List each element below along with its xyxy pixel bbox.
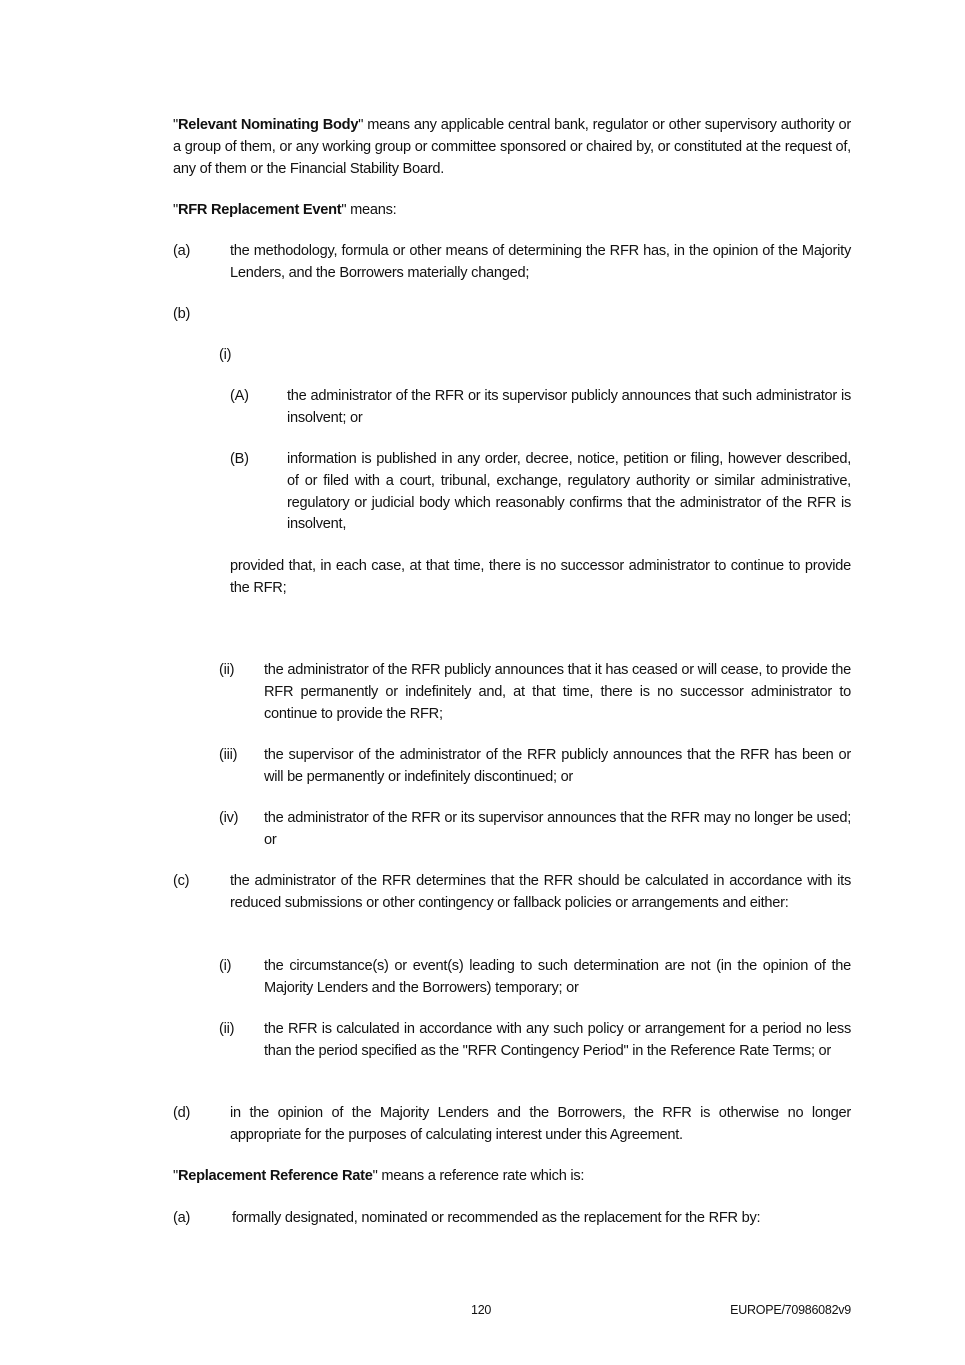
- definition-rfr-replacement-event: "RFR Replacement Event" means:: [173, 202, 397, 218]
- item-text: the supervisor of the administrator of the RFR publicly announces that the RFR has been or will be permanently or indefinitely discontinued; or: [264, 747, 851, 785]
- item-label: (a): [173, 243, 191, 259]
- item-text: information is published in any order, decree, notice, petition or filing, however described, of or filed with a court, tribunal, exchange, regulatory authority or similar administrative, regulatory or judicial body which reasonably confirms that the administrator of the RFR is insolvent,: [287, 451, 851, 533]
- item-text: the administrator of the RFR or its supervisor announces that the RFR may no longer be used; or: [264, 810, 851, 848]
- definition-relevant-nominating-body: "Relevant Nominating Body" means any applicable central bank, regulator or other supervisory authority or a group of them, or any working group or committee sponsored or chaired by, or constituted at the request of, any of them or the Financial Stability Board.: [173, 117, 852, 177]
- item-text: the administrator of the RFR or its supervisor publicly announces that such administrator is insolvent; or: [287, 388, 851, 426]
- item-label: (i): [219, 347, 232, 363]
- item-text: the RFR is calculated in accordance with any such policy or arrangement for a period no less than the period specified as the "RFR Contingency Period" in the Reference Rate Terms; or: [264, 1021, 851, 1059]
- item-text: the methodology, formula or other means of determining the RFR has, in the opinion of the Majority Lenders, and the Borrowers materially changed;: [230, 243, 851, 281]
- item-label: (ii): [219, 662, 235, 678]
- item-label: (a): [173, 1210, 191, 1226]
- defined-term: Relevant Nominating Body: [177, 117, 359, 133]
- defined-term: RFR Replacement Event: [177, 202, 342, 218]
- item-text: the circumstance(s) or event(s) leading to such determination are not (in the opinion of the Majority Lenders and the Borrowers) temporary; or: [264, 958, 851, 996]
- proviso-text: provided that, in each case, at that time, there is no successor administrator to continue to provide the RFR;: [230, 558, 851, 596]
- definition-replacement-reference-rate: "Replacement Reference Rate" means a reference rate which is:: [173, 1168, 585, 1184]
- item-label: (b): [173, 306, 191, 322]
- defined-term: Replacement Reference Rate: [177, 1168, 373, 1184]
- item-text: the administrator of the RFR publicly announces that it has ceased or will cease, to provide the RFR permanently or indefinitely and, at that time, there is no successor administrator to continue to provide the RFR;: [264, 662, 851, 722]
- item-label: (c): [173, 873, 190, 889]
- item-text: in the opinion of the Majority Lenders and the Borrowers, the RFR is otherwise no longer appropriate for the purposes of calculating interest under this Agreement.: [230, 1105, 851, 1143]
- item-text: the administrator of the RFR determines that the RFR should be calculated in accordance with its reduced submissions or other contingency or fallback policies or arrangements and either:: [230, 873, 851, 911]
- item-label: (B): [230, 451, 249, 467]
- item-label: (i): [219, 958, 232, 974]
- item-text: formally designated, nominated or recommended as the replacement for the RFR by:: [232, 1210, 761, 1226]
- item-label: (iii): [219, 747, 238, 763]
- item-label: (d): [173, 1105, 191, 1121]
- item-label: (A): [230, 388, 249, 404]
- item-label: (iv): [219, 810, 239, 826]
- document-reference: EUROPE/70986082v9: [730, 1303, 851, 1317]
- item-label: (ii): [219, 1021, 235, 1037]
- page-number: 120: [471, 1303, 492, 1317]
